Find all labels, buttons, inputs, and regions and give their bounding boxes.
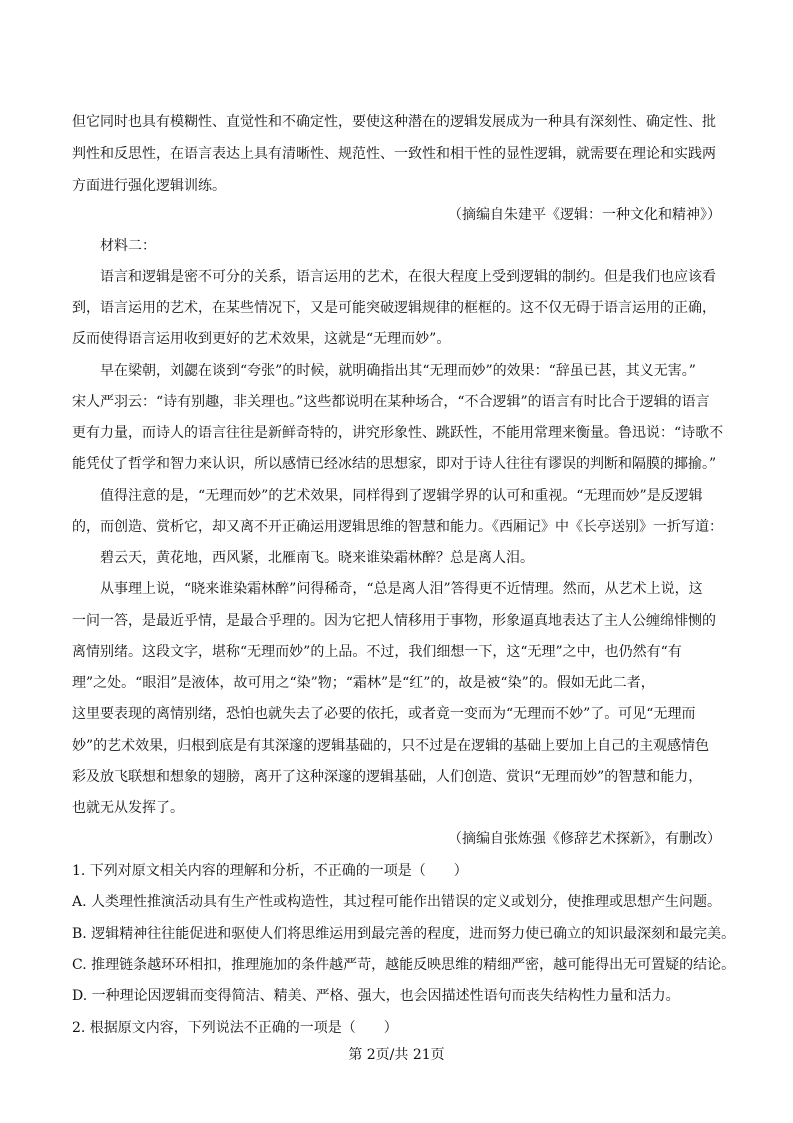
para1-line-2: 判性和反思性，在语言表达上具有清晰性、规范性、一致性和相干性的显性逻辑，就需要在理论和实践两 bbox=[72, 146, 716, 162]
para5-line-7: 彩及放飞联想和想象的翅膀，离开了这种深邃的逻辑基础，人们创造、赏识“无理而妙”的智慧和能力， bbox=[72, 769, 703, 785]
poem-line: 碧云天，黄花地，西风紧，北雁南飞。晓来谁染霜林醉？总是离人泪。 bbox=[100, 550, 534, 566]
para5-line-1: 从事理上说，“晓来谁染霜林醉”问得稀奇，“总是离人泪”答得更不近情理。然而，从艺术上说，这 bbox=[100, 581, 703, 597]
para5-line-4: 理”之处。“眼泪”是液体，故可用之“染”物；“霜林”是“红”的，故是被“染”的。假如无此二者， bbox=[72, 675, 655, 691]
para3-line-3: 更有力量，而诗人的语言往往是新鲜奇特的，讲究形象性、跳跃性，不能用常理来衡量。鲁迅说：“诗歌不 bbox=[72, 425, 724, 441]
para4-line-2: 的，而创造、赏析它，却又离不开正确运用逻辑思维的智慧和能力。《西厢记》中《长亭送别》一折写道： bbox=[72, 519, 723, 535]
para4-line-1: 值得注意的是，“无理而妙”的艺术效果，同样得到了逻辑学界的认可和重视。“无理而妙”是反逻辑 bbox=[100, 488, 703, 504]
para1-line-3: 方面进行强化逻辑训练。 bbox=[72, 178, 226, 194]
material-2-label: 材料二： bbox=[100, 238, 156, 254]
para3-line-1: 早在梁朝，刘勰在谈到“夸张”的时候，就明确指出其“无理而妙”的效果：“辞虽已甚，其义无害。” bbox=[100, 363, 696, 379]
question-1-option-c: C. 推理链条越环环相扣，推理施加的条件越严苛，越能反映思维的精细严密，越可能得出无可置疑的结论。 bbox=[72, 957, 736, 973]
source-citation-1: （摘编自朱建平《逻辑：一种文化和精神》） bbox=[448, 207, 721, 223]
para5-line-3: 离情别绪。这段文字，堪称“无理而妙”的上品。不过，我们细想一下，这“无理”之中，也仍然有“有 bbox=[72, 644, 682, 660]
para5-line-6: 妙”的艺术效果，归根到底是有其深邃的逻辑基础的，只不过是在逻辑的基础上要加上自己的主观感情色 bbox=[72, 738, 710, 754]
question-1-option-a: A. 人类理性推演活动具有生产性或构造性，其过程可能作出错误的定义或划分，使推理或思想产生问题。 bbox=[72, 894, 722, 910]
question-1: 1. 下列对原文相关内容的理解和分析，不正确的一项是（ ） bbox=[72, 863, 468, 879]
para3-line-2: 宋人严羽云：“诗有别趣，非关理也。”这些都说明在某种场合，“不合逻辑”的语言有时比合于逻辑的语言 bbox=[72, 394, 710, 410]
page-footer: 第 2页/共 21页 bbox=[348, 1047, 445, 1063]
para5-line-5: 这里要表现的离情别绪，恐怕也就失去了必要的依托，或者竟一变而为“无理而不妙”了。可见“无理而 bbox=[72, 706, 696, 722]
question-2: 2. 根据原文内容，下列说法不正确的一项是（ ） bbox=[72, 1020, 398, 1036]
para3-line-4: 能凭仗了哲学和智力来认识，所以感情已经冰结的思想家，即对于诗人往往有谬误的判断和隔膜的揶揄。” bbox=[72, 456, 717, 472]
question-1-option-d: D. 一种理论因逻辑而变得简洁、精美、严格、强大，也会因描述性语句而丧失结构性力量和活力。 bbox=[72, 988, 680, 1004]
para5-line-2: 一问一答，是最近乎情，是最合乎理的。因为它把人情移用于事物，形象逼真地表达了主人公缠绵悱恻的 bbox=[72, 613, 716, 629]
para2-line-3: 反而使得语言运用收到更好的艺术效果，这就是“无理而妙”。 bbox=[72, 331, 451, 347]
source-citation-2: （摘编自张炼强《修辞艺术探新》，有删改） bbox=[448, 831, 721, 847]
question-1-option-b: B. 逻辑精神往往能促进和驱使人们将思维运用到最完善的程度，进而努力使已确立的知识最深刻和最完美。 bbox=[72, 926, 736, 942]
para2-line-1: 语言和逻辑是密不可分的关系，语言运用的艺术，在很大程度上受到逻辑的制约。但是我们也应该看 bbox=[100, 269, 716, 285]
para1-line-1: 但它同时也具有模糊性、直觉性和不确定性，要使这种潜在的逻辑发展成为一种具有深刻性、确定性、批 bbox=[72, 114, 716, 130]
para5-line-8: 也就无从发挥了。 bbox=[72, 800, 184, 816]
para2-line-2: 到，语言运用的艺术，在某些情况下，又是可能突破逻辑规律的框框的。这不仅无碍于语言运用的正确， bbox=[72, 300, 716, 316]
